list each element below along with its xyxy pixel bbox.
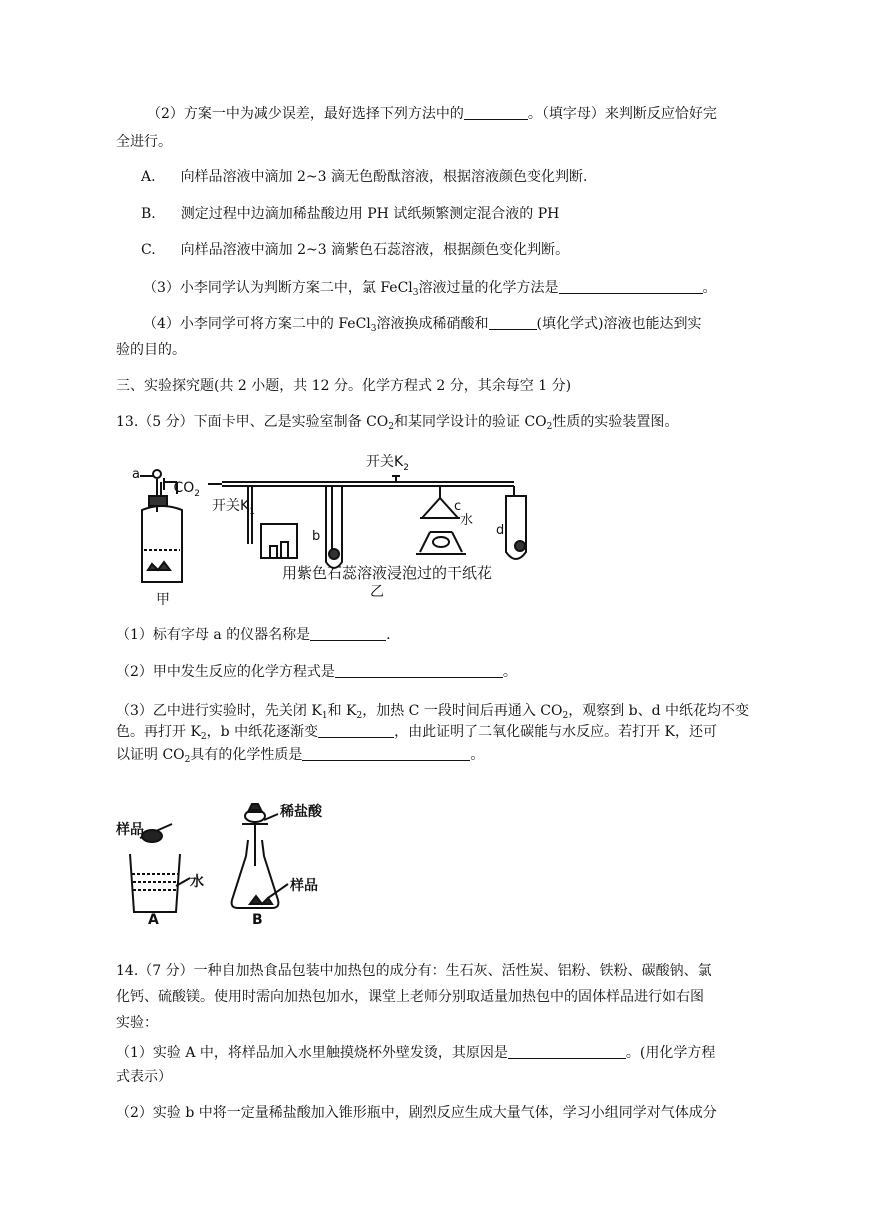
label-sample2: 样品	[290, 878, 318, 894]
answer-blank[interactable]	[489, 315, 537, 330]
q12-part4-line1: （4）小李同学可将方案二中的 FeCl$_3$溶液换成稀硝酸和 (填化学式)溶液也能达到实	[143, 316, 702, 334]
apparatus-figure	[120, 452, 550, 616]
q13-sub2: （2）甲中发生反应的化学方程式是 。	[116, 664, 517, 680]
label-acid: 稀盐酸	[280, 804, 322, 820]
q14-sub2: （2）实验 b 中将一定量稀盐酸加入锥形瓶中，剧烈反应生成大量气体，学习小组同学对气体成分	[116, 1105, 717, 1121]
label-water2: 水	[190, 874, 204, 890]
label-water: 水	[460, 513, 474, 528]
q12-part2-line1: （2）方案一中为减少误差，最好选择下列方法中的 。（填字母）来判断反应恰好完	[147, 106, 717, 122]
q14-line1: 14.（7 分）一种自加热食品包装中加热包的成分有：生石灰、活性炭、铝粉、铁粉、碳酸钠、氯	[116, 963, 712, 979]
label-sample: 样品	[116, 822, 144, 838]
answer-blank[interactable]	[302, 746, 470, 761]
label-yi: 乙	[370, 584, 384, 600]
label-jia: 甲	[156, 592, 170, 608]
option-c: C. 向样品溶液中滴加 2~3 滴紫色石蕊溶液，根据颜色变化判断。	[141, 242, 570, 258]
q13-sub3-line2: 色。再打开 $K_2$，b 中纸花逐渐变 ，由此证明了二氧化碳能与水反应。若打开 K，还可	[116, 724, 717, 742]
q14-line3: 实验：	[116, 1015, 158, 1031]
label-k2: 开关$K_2$	[366, 454, 409, 473]
q13-sub3-line3: 以证明 $CO_2$具有的化学性质是 。	[116, 747, 485, 765]
answer-blank[interactable]	[335, 663, 503, 678]
label-d: d	[496, 523, 505, 538]
option-b: B. 测定过程中边滴加稀盐酸边用 PH 试纸频繁测定混合液的 PH	[141, 206, 560, 222]
q12-part2-line2: 全进行。	[116, 134, 172, 150]
answer-blank[interactable]	[464, 105, 528, 120]
label-B: B	[252, 912, 263, 924]
label-A: A	[148, 912, 159, 924]
q12-part3: （3）小李同学认为判断方案二中，氯 FeCl$_3$溶液过量的化学方法是 。	[143, 280, 717, 298]
q13-sub1: （1）标有字母 a 的仪器名称是 .	[116, 627, 391, 643]
answer-blank[interactable]	[318, 723, 394, 738]
q14-sub1-line2: 式表示）	[116, 1069, 172, 1085]
label-a: a	[132, 467, 140, 482]
section-heading: 三、实验探究题(共 2 小题，共 12 分。化学方程式 2 分，其余每空 1 分)	[116, 378, 572, 394]
q13-sub3-line1: （3）乙中进行实验时，先关闭 $K_1$和 $K_2$，加热 C 一段时间后再通入 $CO_2$，观察到 b、d 中纸花均不变	[116, 703, 750, 721]
label-k1: 开关$K_1$	[212, 498, 255, 517]
label-b: b	[312, 529, 321, 544]
answer-blank[interactable]	[508, 1044, 626, 1059]
q12-part4-line2: 验的目的。	[116, 342, 186, 358]
answer-blank[interactable]	[310, 626, 386, 641]
option-a: A. 向样品溶液中滴加 2~3 滴无色酚酞溶液，根据溶液颜色变化判断.	[141, 169, 588, 185]
label-co2: $CO_2$	[173, 480, 200, 499]
flower-caption: 用紫色石蕊溶液浸泡过的干纸花	[282, 564, 493, 582]
apparatus-drawing	[120, 452, 550, 612]
label-c: c	[454, 499, 462, 514]
q14-sub1-line1: （1）实验 A 中，将样品加入水里触摸烧杯外壁发烫，其原因是 。(用化学方程	[116, 1045, 716, 1061]
q14-line2: 化钙、硫酸镁。使用时需向加热包加水，课堂上老师分别取适量加热包中的固体样品进行如右图	[116, 989, 704, 1005]
sample-drawing	[110, 794, 340, 924]
q13-intro: 13.（5 分）下面卡甲、乙是实验室制备 $CO_2$和某同学设计的验证 $CO_2$性质的实验装置图。	[116, 414, 679, 432]
sample-figure	[110, 794, 340, 928]
answer-blank[interactable]	[559, 279, 703, 294]
